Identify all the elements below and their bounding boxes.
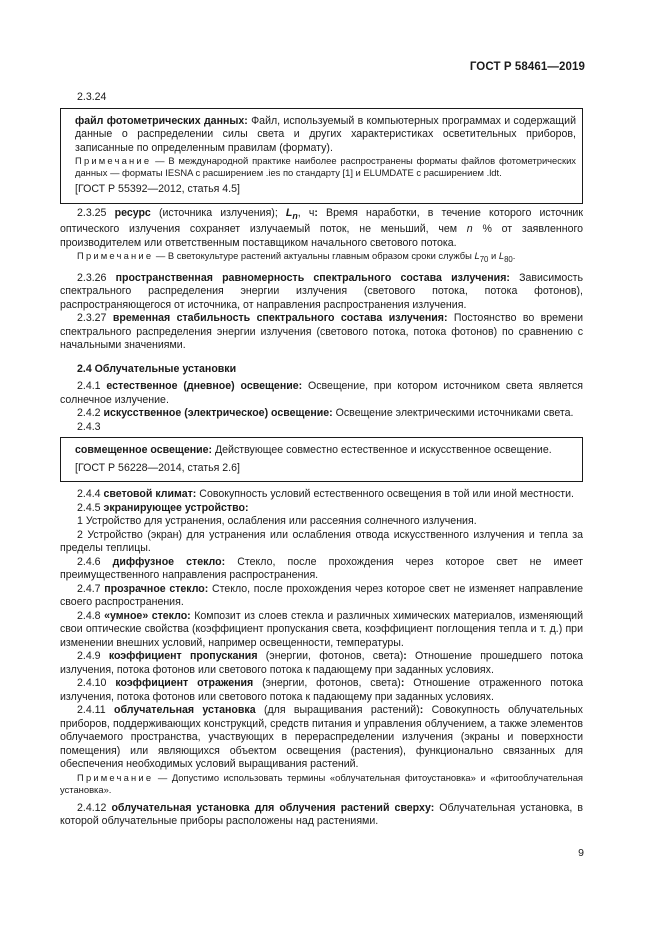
term-entry	[60, 207, 583, 251]
term-entry	[60, 380, 583, 407]
definition: Стекло, после прохождения через которое свет не изменяет направление своего распространения.	[60, 582, 583, 609]
definition: Отношение прошедшего потока излучения, потока фотонов или светового потока к падающему при заданных условиях.	[60, 650, 583, 676]
definition: Совокупность условий естественного освещения в той или иной местности.	[196, 488, 575, 501]
term-entry	[60, 650, 583, 677]
clause-number: 2.3.25	[77, 206, 115, 219]
term: совмещенное освещение:	[75, 444, 213, 457]
term: прозрачное стекло:	[104, 582, 209, 595]
definition: Постоянство во времени спектрального распределения энергии излучения (светового потока, потока фотонов) по сравнению с начальными значениями.	[60, 312, 583, 352]
source-reference: [ГОСТ Р 55392—2012, статья 4.5]	[75, 183, 240, 195]
note-text: — Допустимо использовать термины «облучательная фитоустановка» и «фитооблучательная установка».	[60, 771, 583, 795]
clause-number: 2.4.11	[77, 704, 115, 717]
term: файл фотометрических данных:	[75, 114, 248, 127]
term: коэффициент отражения	[115, 677, 254, 690]
term-entry	[60, 704, 583, 772]
term-entry	[75, 115, 576, 156]
term-entry	[60, 502, 583, 516]
note	[60, 250, 583, 266]
term: облучательная установка	[114, 704, 256, 717]
list-item: 2 Устройство (экран) для устранения или ослабления отвода искусственного излучения и тепла за пределы теплицы.	[60, 528, 583, 555]
term-entry	[60, 407, 583, 421]
definition: Зависимость спектрального распределения энергии излучения (светового потока, потока фотонов), распространяющегося от источника, от направления распространения излучения.	[60, 271, 583, 311]
clause-number: 2.4.10	[77, 677, 116, 690]
term-colon: :	[403, 650, 407, 663]
term: экранирующее устройство:	[103, 501, 249, 514]
note-label: Примечание	[75, 155, 152, 166]
definition: Стекло, после прохождения через которое свет не имеет преимущественного направления распространения.	[60, 555, 583, 582]
page-number: 9	[578, 847, 584, 859]
clause-number: 2.3.26	[77, 271, 116, 284]
document-body	[60, 91, 583, 829]
clause-number: 2.4.5	[77, 501, 104, 514]
clause-number: 2.4.3	[77, 420, 101, 433]
term-box	[60, 437, 583, 482]
variable-n: n	[466, 223, 473, 236]
symbol: L	[285, 206, 293, 219]
term: пространственная равномерность спектрального состава излучения:	[115, 271, 510, 284]
symbol: L	[498, 250, 505, 262]
term-entry	[60, 272, 583, 313]
term-qualifier: (источника излучения);	[150, 206, 286, 219]
unit: , ч	[297, 206, 315, 219]
clause-number: 2.4.12	[77, 801, 112, 814]
note-text: — В светокультуре растений актуальны главным образом сроки службы	[153, 250, 475, 262]
clause-number: 2.4.7	[77, 582, 105, 595]
term: коэффициент пропускания	[108, 650, 258, 663]
term-qualifier: (энергии, фотонов, света)	[257, 650, 404, 663]
definition: Время наработки, в течение которого источник оптического излучения сохраняет излучаемый поток, не меньший, чем	[60, 206, 583, 236]
clause-number: 2.3.24	[77, 91, 107, 103]
definition: Файл, используемый в компьютерных программах и содержащий данные о распределении силы света и других характеристиках осветительных приборов, записанные по определенным правилам (формату).	[75, 114, 576, 154]
term-colon: :	[400, 677, 405, 690]
term-entry	[75, 444, 576, 458]
clause-number: 2.4.6	[77, 555, 113, 568]
note	[75, 155, 576, 179]
term-entry	[60, 488, 583, 502]
term-colon: :	[419, 704, 424, 717]
symbol-subscript: n	[292, 210, 298, 221]
definition: Освещение электрическими источниками света.	[332, 407, 574, 420]
definition-end: % от заявленного производителем или ответственным поставщиком начального светового потока.	[60, 223, 583, 249]
note-label: Примечание	[77, 771, 154, 783]
term: облучательная установка для облучения растений сверху:	[111, 801, 435, 814]
term: естественное (дневное) освещение:	[106, 380, 303, 393]
term: диффузное стекло:	[112, 555, 226, 568]
term-entry	[60, 677, 583, 704]
clause-number: 2.3.27	[77, 312, 113, 325]
term-entry	[60, 610, 583, 651]
term-colon: :	[314, 206, 318, 219]
definition: Облучательная установка, в которой облучательные приборы расположены над растениями.	[60, 801, 583, 828]
standard-header: ГОСТ Р 58461—2019	[469, 61, 585, 73]
definition: Действующее совместно естественное и искусственное освещение.	[212, 444, 552, 457]
definition: Совокупность облучательных приборов, поддерживающих конструкций, средств питания и управления облучением, а также элементов облучаемого пространства, участвующих в перераспределении излучения (экраны и поверхности помещения) или являющихся объектом освещения (растения), функционально связанных для обеспечения необходимых условий выращивания растений.	[60, 704, 583, 771]
term-qualifier: (энергии, фотонов, света)	[253, 677, 401, 690]
note-text: и	[488, 250, 499, 262]
term-qualifier: (для выращивания растений)	[255, 704, 420, 717]
note-text: .	[512, 250, 516, 262]
definition: Композит из слоев стекла и различных химических материалов, изменяющий свои оптические свойства (коэффициент пропускания света, коэффициент поглощения тепла и т. д.) при изменении внешних условий, например освещенности, температуры.	[60, 609, 583, 649]
source-reference: [ГОСТ Р 56228—2014, статья 2.6]	[75, 461, 240, 474]
term: искусственное (электрическое) освещение:	[103, 407, 333, 420]
note	[60, 772, 583, 796]
list-item: 1 Устройство для устранения, ослабления или рассеяния солнечного излучения.	[77, 515, 477, 528]
term-entry	[60, 312, 583, 353]
definition: Освещение, при котором источником света является солнечное излучение.	[60, 380, 584, 406]
clause-number: 2.4.1	[77, 380, 107, 393]
term-entry	[60, 583, 583, 610]
section-heading: 2.4 Облучательные установки	[77, 362, 237, 375]
term: световой климат:	[103, 488, 197, 501]
symbol: L	[474, 250, 480, 262]
definition: Отношение отраженного потока излучения, потока фотонов или светового потока к падающему при заданных условиях.	[60, 677, 583, 703]
term: временная стабильность спектрального состава излучения:	[112, 312, 448, 325]
term-entry	[60, 556, 583, 583]
term-box	[60, 108, 583, 204]
note-label: Примечание	[77, 250, 154, 262]
symbol-subscript: 80	[504, 254, 513, 264]
term: ресурс	[114, 206, 151, 219]
note-text: — В международной практике наиболее распространены форматы файлов фотометрических данных — форматы IESNA с расширением .ies по стандарту [1] и ELUMDATE с расширением .ldt.	[75, 155, 576, 178]
term-entry	[60, 802, 583, 829]
term: «умное» стекло:	[104, 609, 191, 622]
clause-number: 2.4.4	[77, 488, 104, 501]
clause-number: 2.4.2	[77, 407, 104, 420]
clause-number: 2.4.8	[77, 609, 105, 622]
clause-number: 2.4.9	[77, 650, 109, 663]
symbol-subscript: 70	[479, 254, 489, 264]
